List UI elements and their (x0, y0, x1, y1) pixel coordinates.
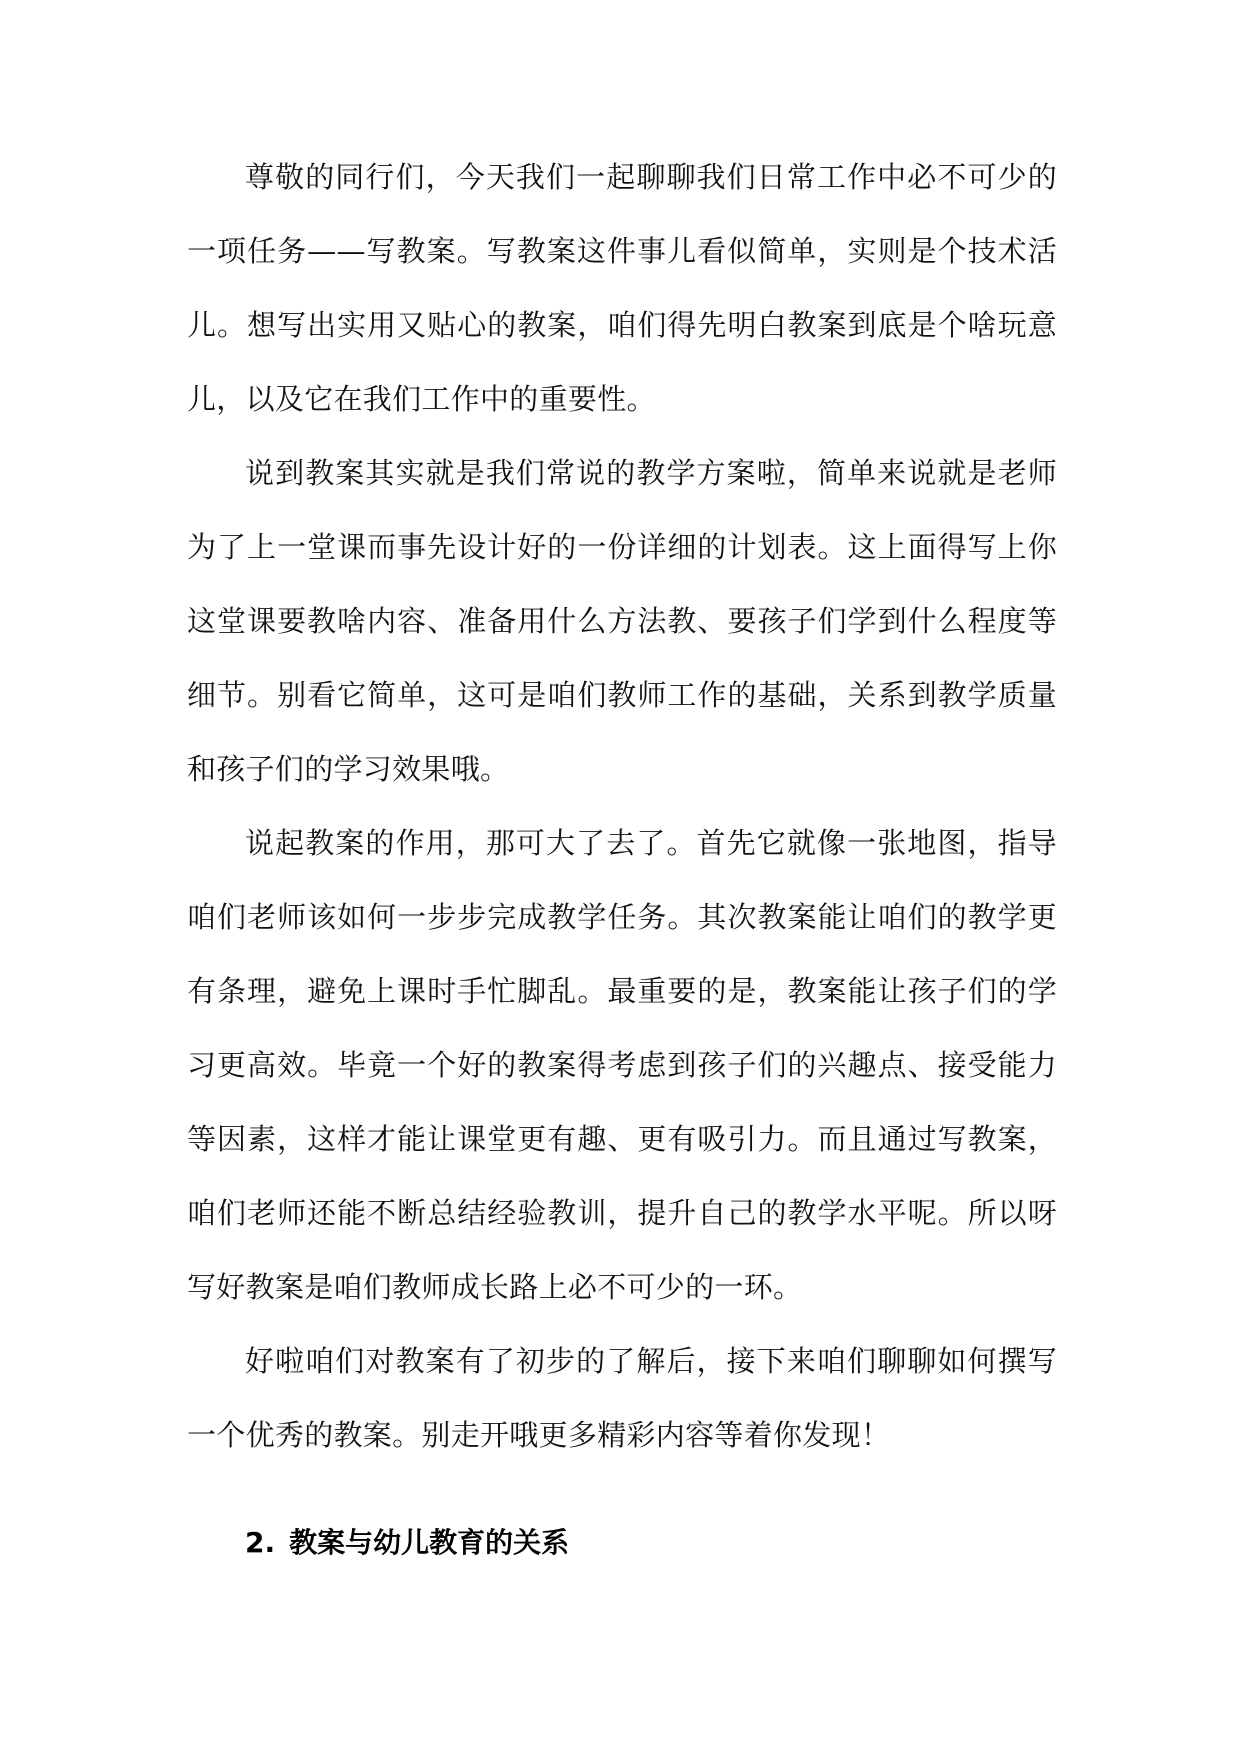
paragraph-2: 说到教案其实就是我们常说的教学方案啦，简单来说就是老师为了上一堂课而事先设计好的一份详细的计划表。这上面得写上你这堂课要教啥内容、准备用什么方法教、要孩子们学到什么程度等细节。别看它简单，这可是咱们教师工作的基础，关系到教学质量和孩子们的学习效果哦。 (187, 456, 1057, 786)
paragraph-3: 说起教案的作用，那可大了去了。首先它就像一张地图，指导咱们老师该如何一步步完成教学任务。其次教案能让咱们的教学更有条理，避免上课时手忙脚乱。最重要的是，教案能让孩子们的学习更高效。毕竟一个好的教案得考虑到孩子们的兴趣点、接受能力等因素，这样才能让课堂更有趣、更有吸引力。而且通过写教案，咱们老师还能不断总结经验教训，提升自己的教学水平呢。所以呀写好教案是咱们教师成长路上必不可少的一环。 (187, 826, 1057, 1304)
section-heading (245, 1523, 569, 1563)
body-text (187, 140, 1057, 1472)
section-title: 教案与幼儿教育的关系 (289, 1526, 570, 1559)
paragraph-4: 好啦咱们对教案有了初步的了解后，接下来咱们聊聊如何撰写一个优秀的教案。别走开哦更多精彩内容等着你发现！ (187, 1344, 1057, 1452)
paragraph-1: 尊敬的同行们，今天我们一起聊聊我们日常工作中必不可少的一项任务——写教案。写教案这件事儿看似简单，实则是个技术活儿。想写出实用又贴心的教案，咱们得先明白教案到底是个啥玩意儿，以及它在我们工作中的重要性。 (187, 160, 1057, 416)
section-number: 2. (245, 1526, 276, 1559)
